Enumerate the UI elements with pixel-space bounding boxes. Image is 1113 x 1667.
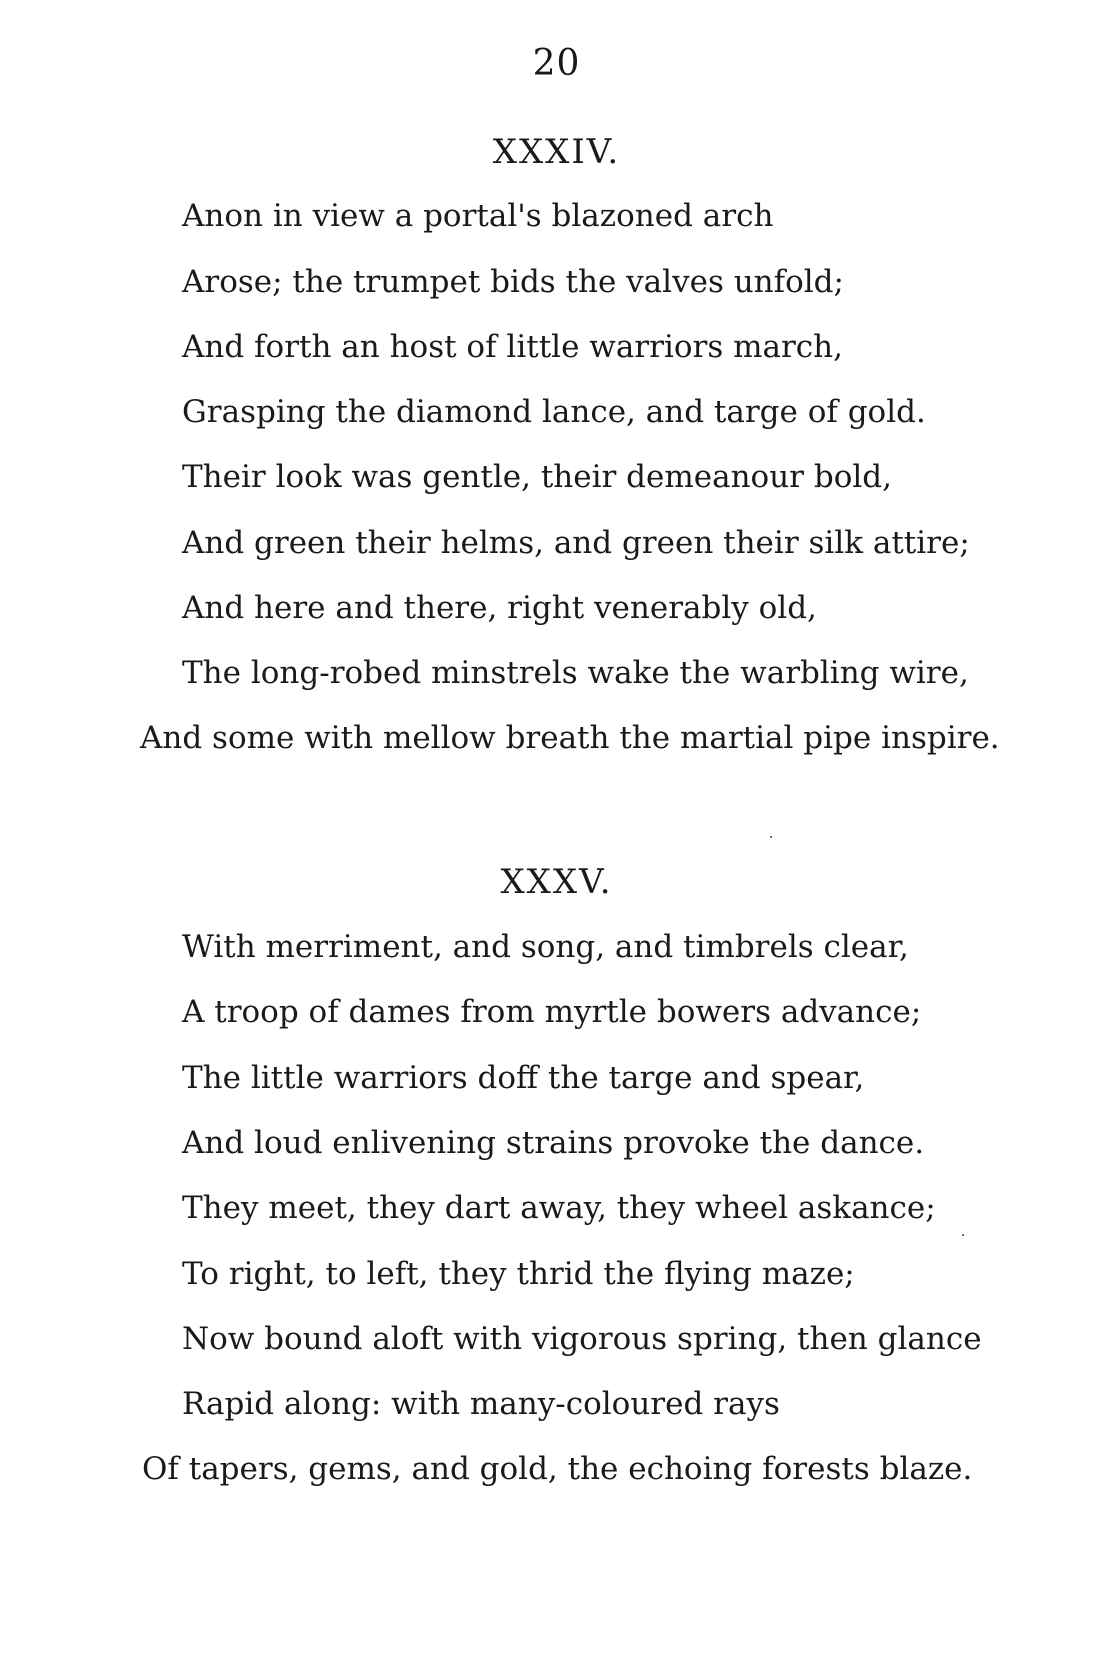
verse-line: And green their helms, and green their silk attire; — [182, 525, 970, 561]
print-speck — [962, 1234, 964, 1236]
verse-line: And loud enlivening strains provoke the dance. — [182, 1125, 925, 1161]
verse-line: The little warriors doff the targe and spear, — [182, 1060, 865, 1096]
verse-line: And forth an host of little warriors march, — [182, 329, 843, 365]
verse-line: Arose; the trumpet bids the valves unfold; — [182, 264, 844, 300]
verse-line: Of tapers, gems, and gold, the echoing forests blaze. — [142, 1451, 973, 1487]
verse-line: Rapid along: with many-coloured rays — [182, 1386, 780, 1422]
verse-line: A troop of dames from myrtle bowers advance; — [182, 994, 922, 1030]
verse-line: To right, to left, they thrid the flying maze; — [182, 1256, 855, 1292]
stanza-numeral: XXXV. — [500, 862, 613, 902]
page-number: 20 — [532, 43, 581, 84]
verse-line: Their look was gentle, their demeanour bold, — [182, 459, 892, 495]
verse-line: With merriment, and song, and timbrels clear, — [182, 929, 909, 965]
verse-line: Now bound aloft with vigorous spring, then glance — [182, 1321, 982, 1357]
verse-line: Anon in view a portal's blazoned arch — [182, 198, 774, 234]
verse-line: And some with mellow breath the martial pipe inspire. — [140, 720, 1000, 756]
print-speck — [770, 836, 772, 838]
verse-line: Grasping the diamond lance, and targe of gold. — [182, 394, 926, 430]
stanza-numeral: XXXIV. — [492, 132, 621, 172]
verse-line: They meet, they dart away, they wheel askance; — [182, 1190, 936, 1226]
verse-line: The long-robed minstrels wake the warbling wire, — [182, 655, 969, 691]
verse-line: And here and there, right venerably old, — [182, 590, 817, 626]
